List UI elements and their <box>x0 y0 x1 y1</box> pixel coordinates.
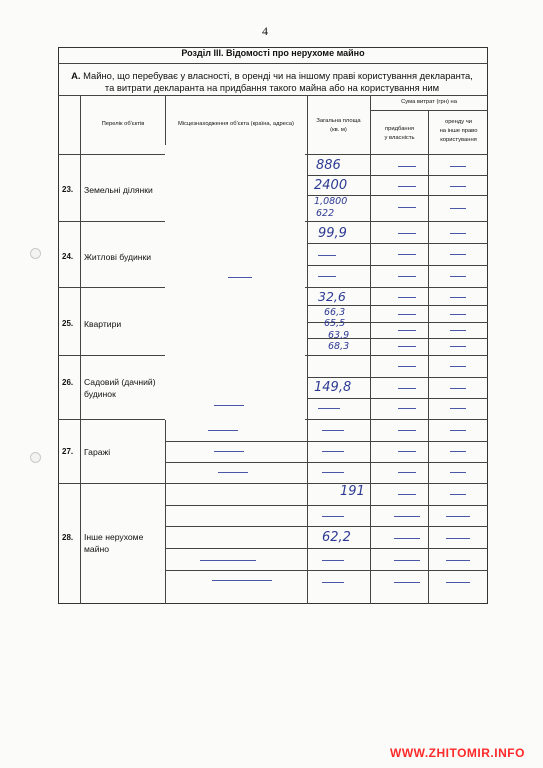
header-rent <box>430 118 487 145</box>
dash-mark <box>322 582 344 583</box>
header-expenses: Сума витрат (грн) на <box>401 99 457 105</box>
dash-mark <box>318 276 336 277</box>
dash-mark <box>450 494 466 495</box>
subrow-28-3 <box>165 548 488 549</box>
dash-mark <box>398 388 416 389</box>
row-23-number: 23. <box>62 185 74 194</box>
dash-mark <box>450 472 466 473</box>
dash-mark <box>398 207 416 208</box>
dash-mark <box>398 276 416 277</box>
dash-mark <box>450 186 466 187</box>
subrow-26-2 <box>307 398 488 399</box>
dash-mark <box>450 451 466 452</box>
location-redaction <box>165 145 305 420</box>
area-25-4: 63,9 <box>328 330 350 341</box>
dash-mark <box>398 186 416 187</box>
dash-mark <box>446 538 470 539</box>
intro-text <box>62 70 482 94</box>
dash-mark <box>318 255 336 256</box>
subrow-27-2 <box>165 462 488 463</box>
dash-mark <box>450 233 466 234</box>
punch-hole-bottom <box>30 452 41 463</box>
dash-mark <box>450 314 466 315</box>
col-location-divider <box>307 95 308 604</box>
dash-mark <box>398 233 416 234</box>
area-23-1: 886 <box>316 158 341 173</box>
dash-mark <box>394 582 420 583</box>
area-23-2: 2400 <box>314 178 348 193</box>
header-rent-line-3: користування <box>440 137 477 143</box>
col-area-divider <box>370 95 371 604</box>
row-26-label-line-2: будинок <box>84 389 116 399</box>
subrow-28-1 <box>165 505 488 506</box>
dash-mark <box>398 366 416 367</box>
dash-mark <box>322 472 344 473</box>
dash-mark <box>450 254 466 255</box>
dash-mark <box>446 516 470 517</box>
row-divider-27 <box>58 483 488 484</box>
dash-mark <box>398 254 416 255</box>
header-purchase <box>372 125 427 143</box>
header-item-list: Перелік об'єктів <box>101 121 145 127</box>
dash-mark <box>214 405 244 406</box>
dash-mark <box>398 166 416 167</box>
row-28-label-line-2: майно <box>84 544 110 554</box>
row-26-label <box>84 376 156 400</box>
dash-mark <box>450 208 466 209</box>
area-25-2: 66,3 <box>324 307 346 318</box>
col-purchase-divider <box>428 110 429 604</box>
dash-mark <box>398 472 416 473</box>
row-26-label-line-1: Садовий (дачний) <box>84 377 156 387</box>
dash-mark <box>398 330 416 331</box>
dash-mark <box>318 408 340 409</box>
page-number: 4 <box>262 24 268 38</box>
dash-mark <box>450 297 466 298</box>
header-area <box>309 117 368 135</box>
intro-line-2: та витрати декларанта на придбання такого майна або на користування ним <box>104 82 440 93</box>
row-26-number: 26. <box>62 378 74 387</box>
dash-mark <box>208 430 238 431</box>
dash-mark <box>450 408 466 409</box>
title-divider <box>58 63 488 64</box>
dash-mark <box>322 451 344 452</box>
row-23-label: Земельні ділянки <box>84 185 153 195</box>
dash-mark <box>214 451 244 452</box>
row-27-label: Гаражі <box>84 447 111 457</box>
header-purchase-line-1: придбання <box>385 126 414 132</box>
header-top-rule <box>58 95 488 96</box>
expenses-subheader-rule <box>370 110 488 111</box>
dash-mark <box>398 346 416 347</box>
header-rent-line-1: оренду чи <box>444 119 473 125</box>
intro-letter: А. <box>71 70 81 81</box>
area-23-3: 1,0800 <box>314 196 348 207</box>
site-watermark: WWW.ZHITOMIR.INFO <box>390 746 525 760</box>
subrow-25-1 <box>307 305 488 306</box>
area-28-1: 191 <box>340 484 365 499</box>
subrow-26-1 <box>307 377 488 378</box>
col-num-divider <box>80 95 81 604</box>
subrow-27-1 <box>165 441 488 442</box>
subrow-24-1 <box>307 243 488 244</box>
dash-mark <box>398 297 416 298</box>
dash-mark <box>450 366 466 367</box>
header-purchase-line-2: у власність <box>384 135 415 141</box>
row-28-label-line-1: Інше нерухоме <box>84 532 144 542</box>
dash-mark <box>446 560 470 561</box>
dash-mark <box>218 472 248 473</box>
dash-mark <box>450 330 466 331</box>
dash-mark <box>446 582 470 583</box>
header-area-line-1: Загальна площа <box>316 118 361 124</box>
row-25-number: 25. <box>62 319 74 328</box>
dash-mark <box>450 276 466 277</box>
dash-mark <box>398 494 416 495</box>
area-25-3: 65,5 <box>324 318 346 329</box>
dash-mark <box>398 451 416 452</box>
dash-mark <box>200 560 256 561</box>
section-title: Розділ ІІІ. Відомості про нерухоме майно <box>181 48 365 58</box>
header-rent-line-2: на інше право <box>439 128 478 134</box>
area-25-5: 68,3 <box>328 341 350 352</box>
dash-mark <box>398 430 416 431</box>
subrow-28-4 <box>165 570 488 571</box>
dash-mark <box>212 580 272 581</box>
area-26-1: 149,8 <box>314 380 352 395</box>
row-24-number: 24. <box>62 252 74 261</box>
area-24-1: 99,9 <box>318 226 347 241</box>
area-28-2: 62,2 <box>322 530 351 545</box>
dash-mark <box>394 560 420 561</box>
dash-mark <box>322 516 344 517</box>
dash-mark <box>228 277 252 278</box>
subrow-23-1 <box>307 175 488 176</box>
header-location: Місцезнаходження об'єкта (країна, адреса) <box>178 121 294 127</box>
row-25-label: Квартири <box>84 319 122 329</box>
row-28-number: 28. <box>62 533 74 542</box>
dash-mark <box>398 408 416 409</box>
dash-mark <box>322 560 344 561</box>
dash-mark <box>394 538 420 539</box>
dash-mark <box>450 166 466 167</box>
dash-mark <box>398 314 416 315</box>
area-25-1: 32,6 <box>318 289 346 304</box>
dash-mark <box>322 430 344 431</box>
header-area-line-2: (кв. м) <box>330 127 347 133</box>
row-24-label: Житлові будинки <box>84 252 152 262</box>
subrow-28-2 <box>165 526 488 527</box>
subrow-24-2 <box>307 265 488 266</box>
intro-line-1: Майно, що перебуває у власності, в оренді чи на іншому праві користування декларанта, <box>83 70 473 81</box>
row-28-label <box>84 531 143 555</box>
dash-mark <box>450 430 466 431</box>
area-23-4: 622 <box>316 208 335 219</box>
row-27-number: 27. <box>62 447 74 456</box>
punch-hole-top <box>30 248 41 259</box>
dash-mark <box>450 388 466 389</box>
dash-mark <box>450 346 466 347</box>
dash-mark <box>394 516 420 517</box>
